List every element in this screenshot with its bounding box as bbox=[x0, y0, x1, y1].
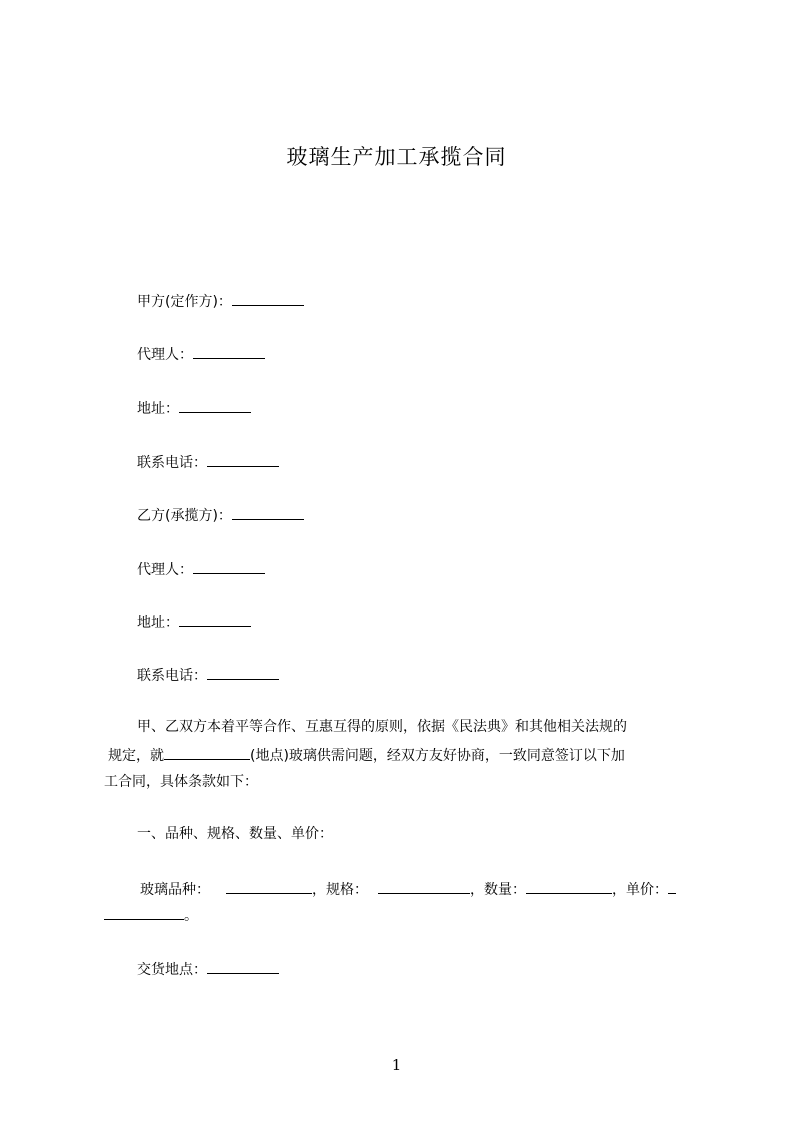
party-b-phone-field bbox=[137, 665, 279, 686]
price-blank[interactable] bbox=[104, 905, 184, 920]
party-a-label: 甲方(定作方)： bbox=[137, 294, 232, 310]
variety-blank[interactable] bbox=[226, 879, 312, 894]
document-title: 玻璃生产加工承揽合同 bbox=[286, 145, 507, 169]
quantity-label: ，数量： bbox=[470, 882, 526, 898]
party-b-field bbox=[137, 505, 304, 526]
location-blank[interactable] bbox=[164, 745, 250, 760]
party-a-address-label: 地址： bbox=[137, 401, 179, 417]
party-b-address-label: 地址： bbox=[137, 615, 179, 631]
party-a-phone-label: 联系电话： bbox=[137, 455, 207, 471]
party-a-blank[interactable] bbox=[232, 291, 304, 306]
party-b-phone-label: 联系电话： bbox=[137, 668, 207, 684]
party-a-agent-label: 代理人： bbox=[137, 347, 193, 363]
specs-line bbox=[140, 879, 676, 900]
party-b-agent-field bbox=[137, 559, 265, 580]
intro-line-2-prefix: 规定，就 bbox=[108, 748, 164, 764]
party-b-phone-blank[interactable] bbox=[207, 665, 279, 680]
price-label: ，单价： bbox=[612, 882, 668, 898]
party-a-agent-field bbox=[137, 344, 265, 365]
delivery-field bbox=[137, 959, 279, 980]
party-b-blank[interactable] bbox=[232, 505, 304, 520]
end-mark: 。 bbox=[184, 908, 198, 924]
intro-line-2-suffix: (地点)玻璃供需问题，经双方友好协商，一致同意签订以下加 bbox=[250, 748, 625, 764]
section-1-heading: 一、品种、规格、数量、单价： bbox=[137, 826, 333, 842]
party-a-address-blank[interactable] bbox=[179, 398, 251, 413]
intro-line-3: 工合同，具体条款如下： bbox=[104, 774, 258, 790]
party-a-field bbox=[137, 291, 304, 312]
party-a-agent-blank[interactable] bbox=[193, 344, 265, 359]
party-a-address-field bbox=[137, 398, 251, 419]
party-a-phone-blank[interactable] bbox=[207, 452, 279, 467]
party-b-address-field bbox=[137, 612, 251, 633]
party-b-agent-label: 代理人： bbox=[137, 562, 193, 578]
page-number: 1 bbox=[391, 1056, 402, 1074]
price-blank-start[interactable] bbox=[668, 879, 676, 894]
intro-line-1: 甲、乙双方本着平等合作、互惠互得的原则，依据《民法典》和其他相关法规的 bbox=[137, 719, 627, 735]
party-b-agent-blank[interactable] bbox=[193, 559, 265, 574]
delivery-blank[interactable] bbox=[207, 959, 279, 974]
party-b-label: 乙方(承揽方)： bbox=[137, 508, 232, 524]
variety-label: 玻璃品种： bbox=[140, 882, 210, 898]
spec-label: ，规格： bbox=[312, 882, 368, 898]
party-a-phone-field bbox=[137, 452, 279, 473]
delivery-label: 交货地点： bbox=[137, 962, 207, 978]
quantity-blank[interactable] bbox=[526, 879, 612, 894]
spec-blank[interactable] bbox=[378, 879, 470, 894]
intro-line-2 bbox=[108, 745, 625, 766]
specs-line-2 bbox=[104, 905, 198, 926]
party-b-address-blank[interactable] bbox=[179, 612, 251, 627]
